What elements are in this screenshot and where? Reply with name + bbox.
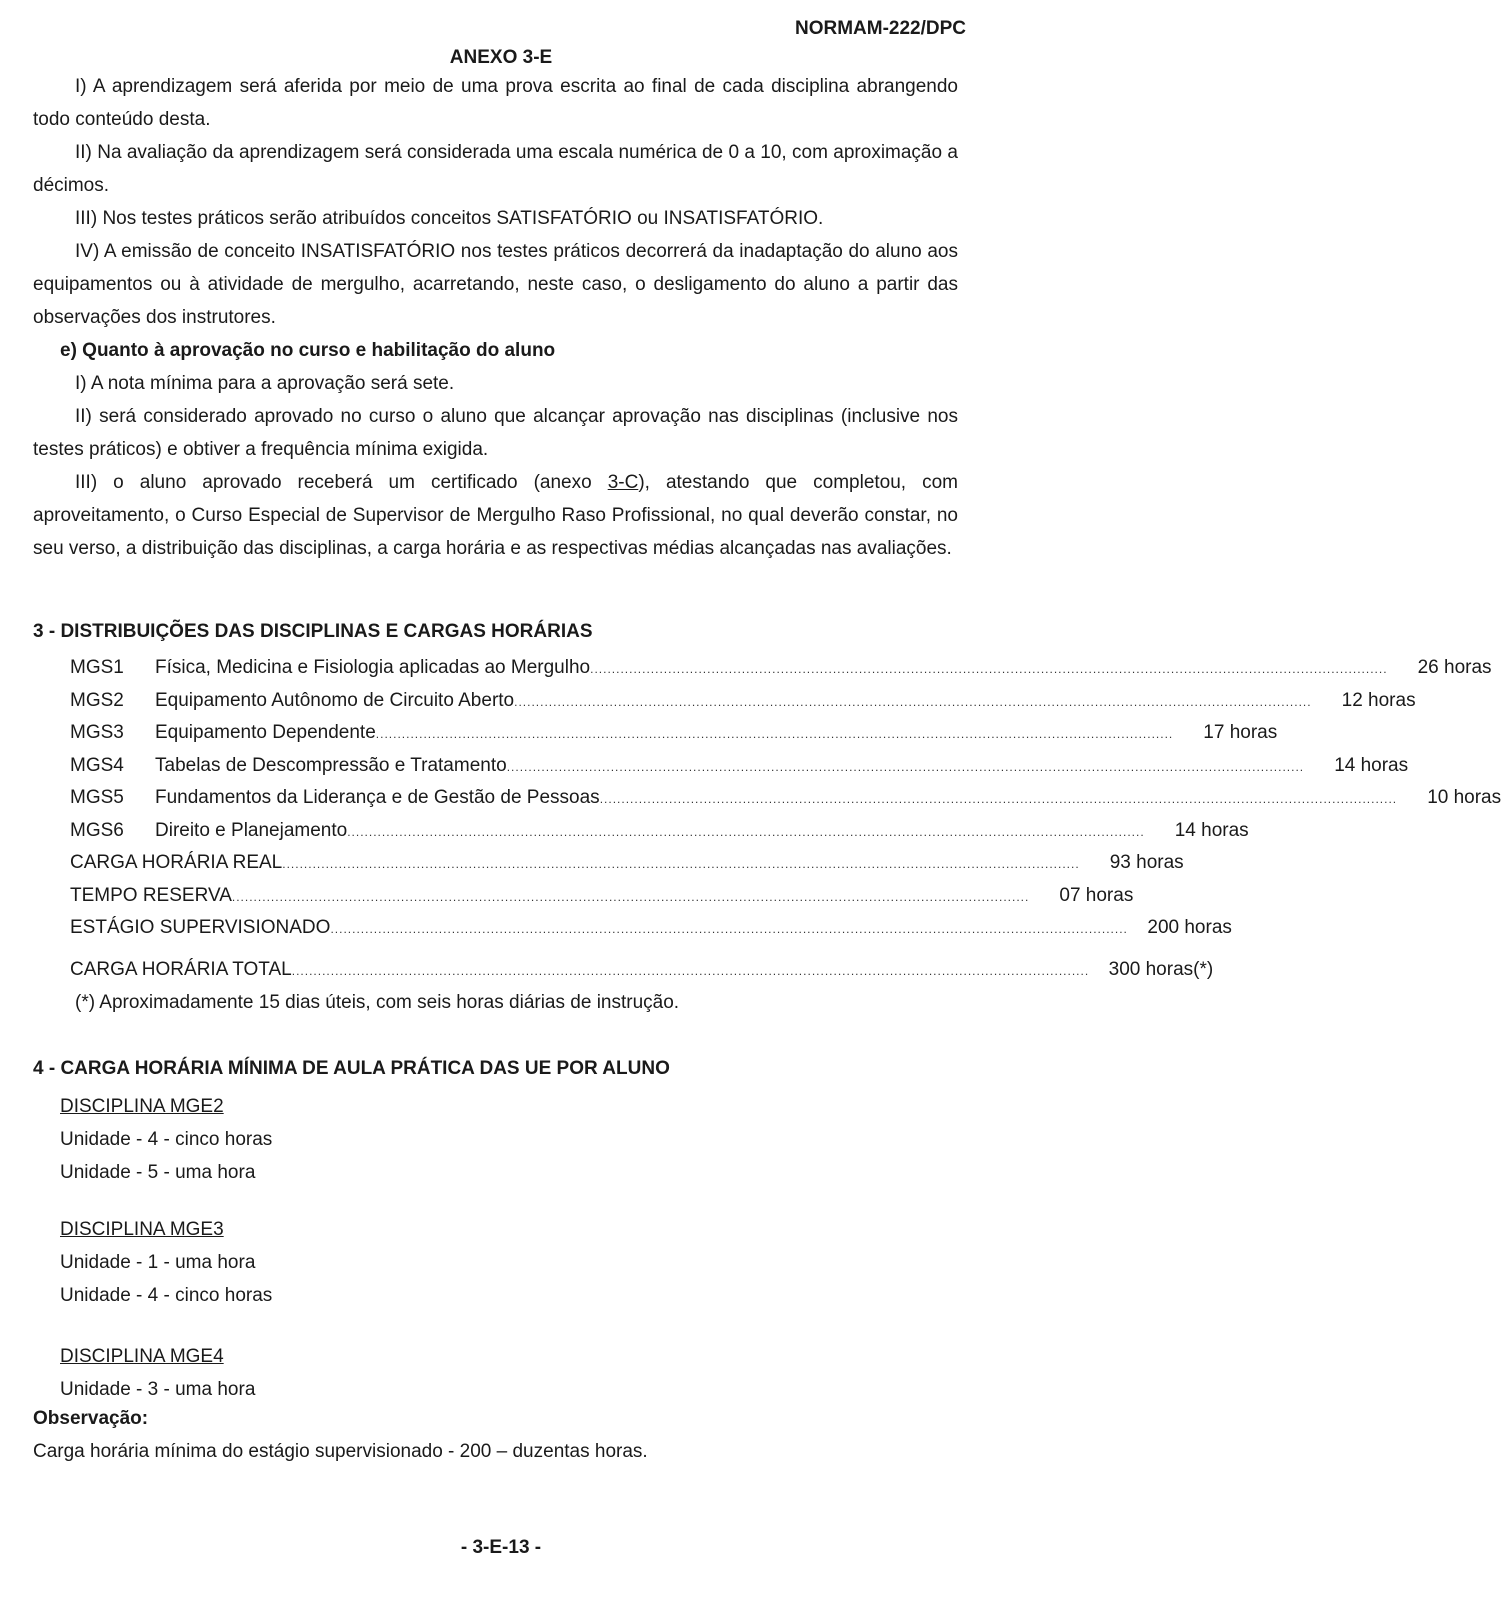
total-row bbox=[70, 880, 1134, 913]
document-code: NORMAM-222/DPC bbox=[794, 18, 966, 39]
approval-item-3 bbox=[33, 466, 958, 565]
total-row bbox=[70, 912, 1232, 945]
discipline-code: MGS3 bbox=[70, 722, 124, 743]
annex-reference-link[interactable]: 3-C bbox=[607, 472, 639, 493]
practical-hours-group-3 bbox=[60, 1340, 255, 1406]
evaluation-item-3: III) Nos testes práticos serão atribuídos conceitos SATISFATÓRIO ou INSATISFATÓRIO. bbox=[75, 208, 824, 229]
discipline-heading: DISCIPLINA MGE4 bbox=[60, 1346, 224, 1367]
discipline-code: MGS1 bbox=[70, 657, 124, 678]
discipline-hours: 12 horas bbox=[1341, 689, 1416, 711]
total-label: CARGA HORÁRIA REAL bbox=[70, 852, 283, 873]
total-hours: 93 horas bbox=[1109, 852, 1184, 873]
total-hours: 200 horas bbox=[1147, 917, 1232, 938]
approval-item-3-start: III) o aluno aprovado receberá um certificado (anexo bbox=[75, 472, 608, 493]
unit-line: Unidade - 4 - cinco horas bbox=[60, 1129, 273, 1150]
leader-dots: ........................................................................................................................................................................................ bbox=[347, 824, 1145, 839]
discipline-row bbox=[70, 750, 1409, 783]
practical-hours-group-1 bbox=[60, 1090, 272, 1189]
approval-item-3-end: ), atestando que completou, com aproveitamento, o Curso Especial de Supervisor de Mergulho Raso Profissional, no qual deverão constar, no seu verso, a distribuição das disciplinas, a carga horária e as respectivas médias alcançadas nas avaliações. bbox=[33, 472, 958, 559]
total-label: TEMPO RESERVA bbox=[70, 884, 232, 906]
discipline-row bbox=[70, 717, 1278, 750]
section-3-title: 3 - DISTRIBUIÇÕES DAS DISCIPLINAS E CARGAS HORÁRIAS bbox=[33, 621, 593, 642]
discipline-row bbox=[70, 782, 1501, 815]
discipline-name: Tabelas de Descompressão e Tratamento bbox=[155, 754, 507, 776]
page-number: - 3-E-13 - bbox=[460, 1537, 542, 1558]
footnote: (*) Aproximadamente 15 dias úteis, com seis horas diárias de instrução. bbox=[75, 992, 680, 1013]
grand-total-row bbox=[70, 954, 1214, 987]
discipline-name: Equipamento Autônomo de Circuito Aberto bbox=[155, 689, 515, 711]
discipline-code: MGS4 bbox=[70, 754, 124, 776]
discipline-code: MGS2 bbox=[70, 689, 124, 711]
approval-heading: e) Quanto à aprovação no curso e habilitação do aluno bbox=[60, 340, 556, 361]
unit-line: Unidade - 3 - uma hora bbox=[60, 1379, 256, 1400]
evaluation-item-1: I) A aprendizagem será aferida por meio de uma prova escrita ao final de cada disciplina abrangendo todo conteúdo desta. bbox=[33, 76, 958, 130]
discipline-hours: 14 horas bbox=[1174, 819, 1249, 841]
grand-total-hours: 300 horas(*) bbox=[1108, 958, 1214, 980]
leader-dots: ........................................................................................................................................................................................ bbox=[231, 889, 1030, 904]
leader-dots: ........................................................................................................................................................................................ bbox=[375, 727, 1174, 741]
evaluation-item-4: IV) A emissão de conceito INSATISFATÓRIO nos testes práticos decorrerá da inadaptação do aluno aos equipamentos ou à atividade de mergulho, acarretando, neste caso, o desligamento do aluno a partir das observações dos instrutores. bbox=[33, 241, 958, 328]
observation-label: Observação: bbox=[33, 1408, 149, 1429]
leader-dots: ........................................................................................................................................................................................ bbox=[590, 662, 1388, 676]
discipline-name: Fundamentos da Liderança e de Gestão de Pessoas bbox=[155, 787, 600, 808]
unit-line: Unidade - 4 - cinco horas bbox=[60, 1285, 273, 1306]
unit-line: Unidade - 1 - uma hora bbox=[60, 1252, 256, 1273]
discipline-name: Equipamento Dependente bbox=[155, 722, 376, 743]
discipline-heading: DISCIPLINA MGE2 bbox=[60, 1096, 224, 1117]
practical-hours-group-2 bbox=[60, 1213, 272, 1312]
discipline-code: MGS5 bbox=[70, 787, 124, 808]
total-row bbox=[70, 847, 1184, 880]
leader-dots: ........................................................................................................................................................................................ bbox=[291, 963, 1090, 978]
leader-dots: ........................................................................................................................................................................................ bbox=[599, 792, 1398, 806]
discipline-hours: 17 horas bbox=[1203, 722, 1278, 743]
approval-item-1: I) A nota mínima para a aprovação será sete. bbox=[75, 373, 455, 394]
annex-title: ANEXO 3-E bbox=[449, 47, 553, 68]
observation-text: Carga horária mínima do estágio supervisionado - 200 – duzentas horas. bbox=[33, 1441, 648, 1462]
discipline-hours: 26 horas bbox=[1417, 657, 1492, 678]
unit-line: Unidade - 5 - uma hora bbox=[60, 1162, 256, 1183]
discipline-row bbox=[70, 815, 1249, 848]
leader-dots: ........................................................................................................................................................................................ bbox=[282, 857, 1080, 871]
evaluation-item-2: II) Na avaliação da aprendizagem será considerada uma escala numérica de 0 a 10, com aproximação a décimos. bbox=[33, 142, 958, 196]
discipline-distribution-table bbox=[70, 652, 1501, 986]
discipline-name: Física, Medicina e Fisiologia aplicadas ao Mergulho bbox=[155, 657, 591, 678]
leader-dots: ........................................................................................................................................................................................ bbox=[506, 759, 1305, 774]
discipline-row bbox=[70, 685, 1416, 718]
total-hours: 07 horas bbox=[1059, 884, 1134, 906]
leader-dots: ........................................................................................................................................................................................ bbox=[514, 694, 1312, 709]
discipline-name: Direito e Planejamento bbox=[155, 819, 348, 841]
discipline-hours: 14 horas bbox=[1334, 754, 1409, 776]
discipline-row bbox=[70, 652, 1492, 685]
evaluation-and-approval-text bbox=[33, 70, 958, 565]
section-4-title: 4 - CARGA HORÁRIA MÍNIMA DE AULA PRÁTICA DAS UE POR ALUNO bbox=[33, 1058, 670, 1079]
total-label: ESTÁGIO SUPERVISIONADO bbox=[70, 917, 331, 938]
grand-total-label: CARGA HORÁRIA TOTAL bbox=[70, 958, 292, 980]
approval-item-2: II) será considerado aprovado no curso o aluno que alcançar aprovação nas disciplinas (inclusive nos testes práticos) e obtiver a frequência mínima exigida. bbox=[33, 406, 958, 460]
discipline-heading: DISCIPLINA MGE3 bbox=[60, 1219, 224, 1240]
discipline-hours: 10 horas bbox=[1427, 787, 1501, 808]
discipline-code: MGS6 bbox=[70, 819, 124, 841]
leader-dots: ........................................................................................................................................................................................ bbox=[330, 922, 1128, 936]
